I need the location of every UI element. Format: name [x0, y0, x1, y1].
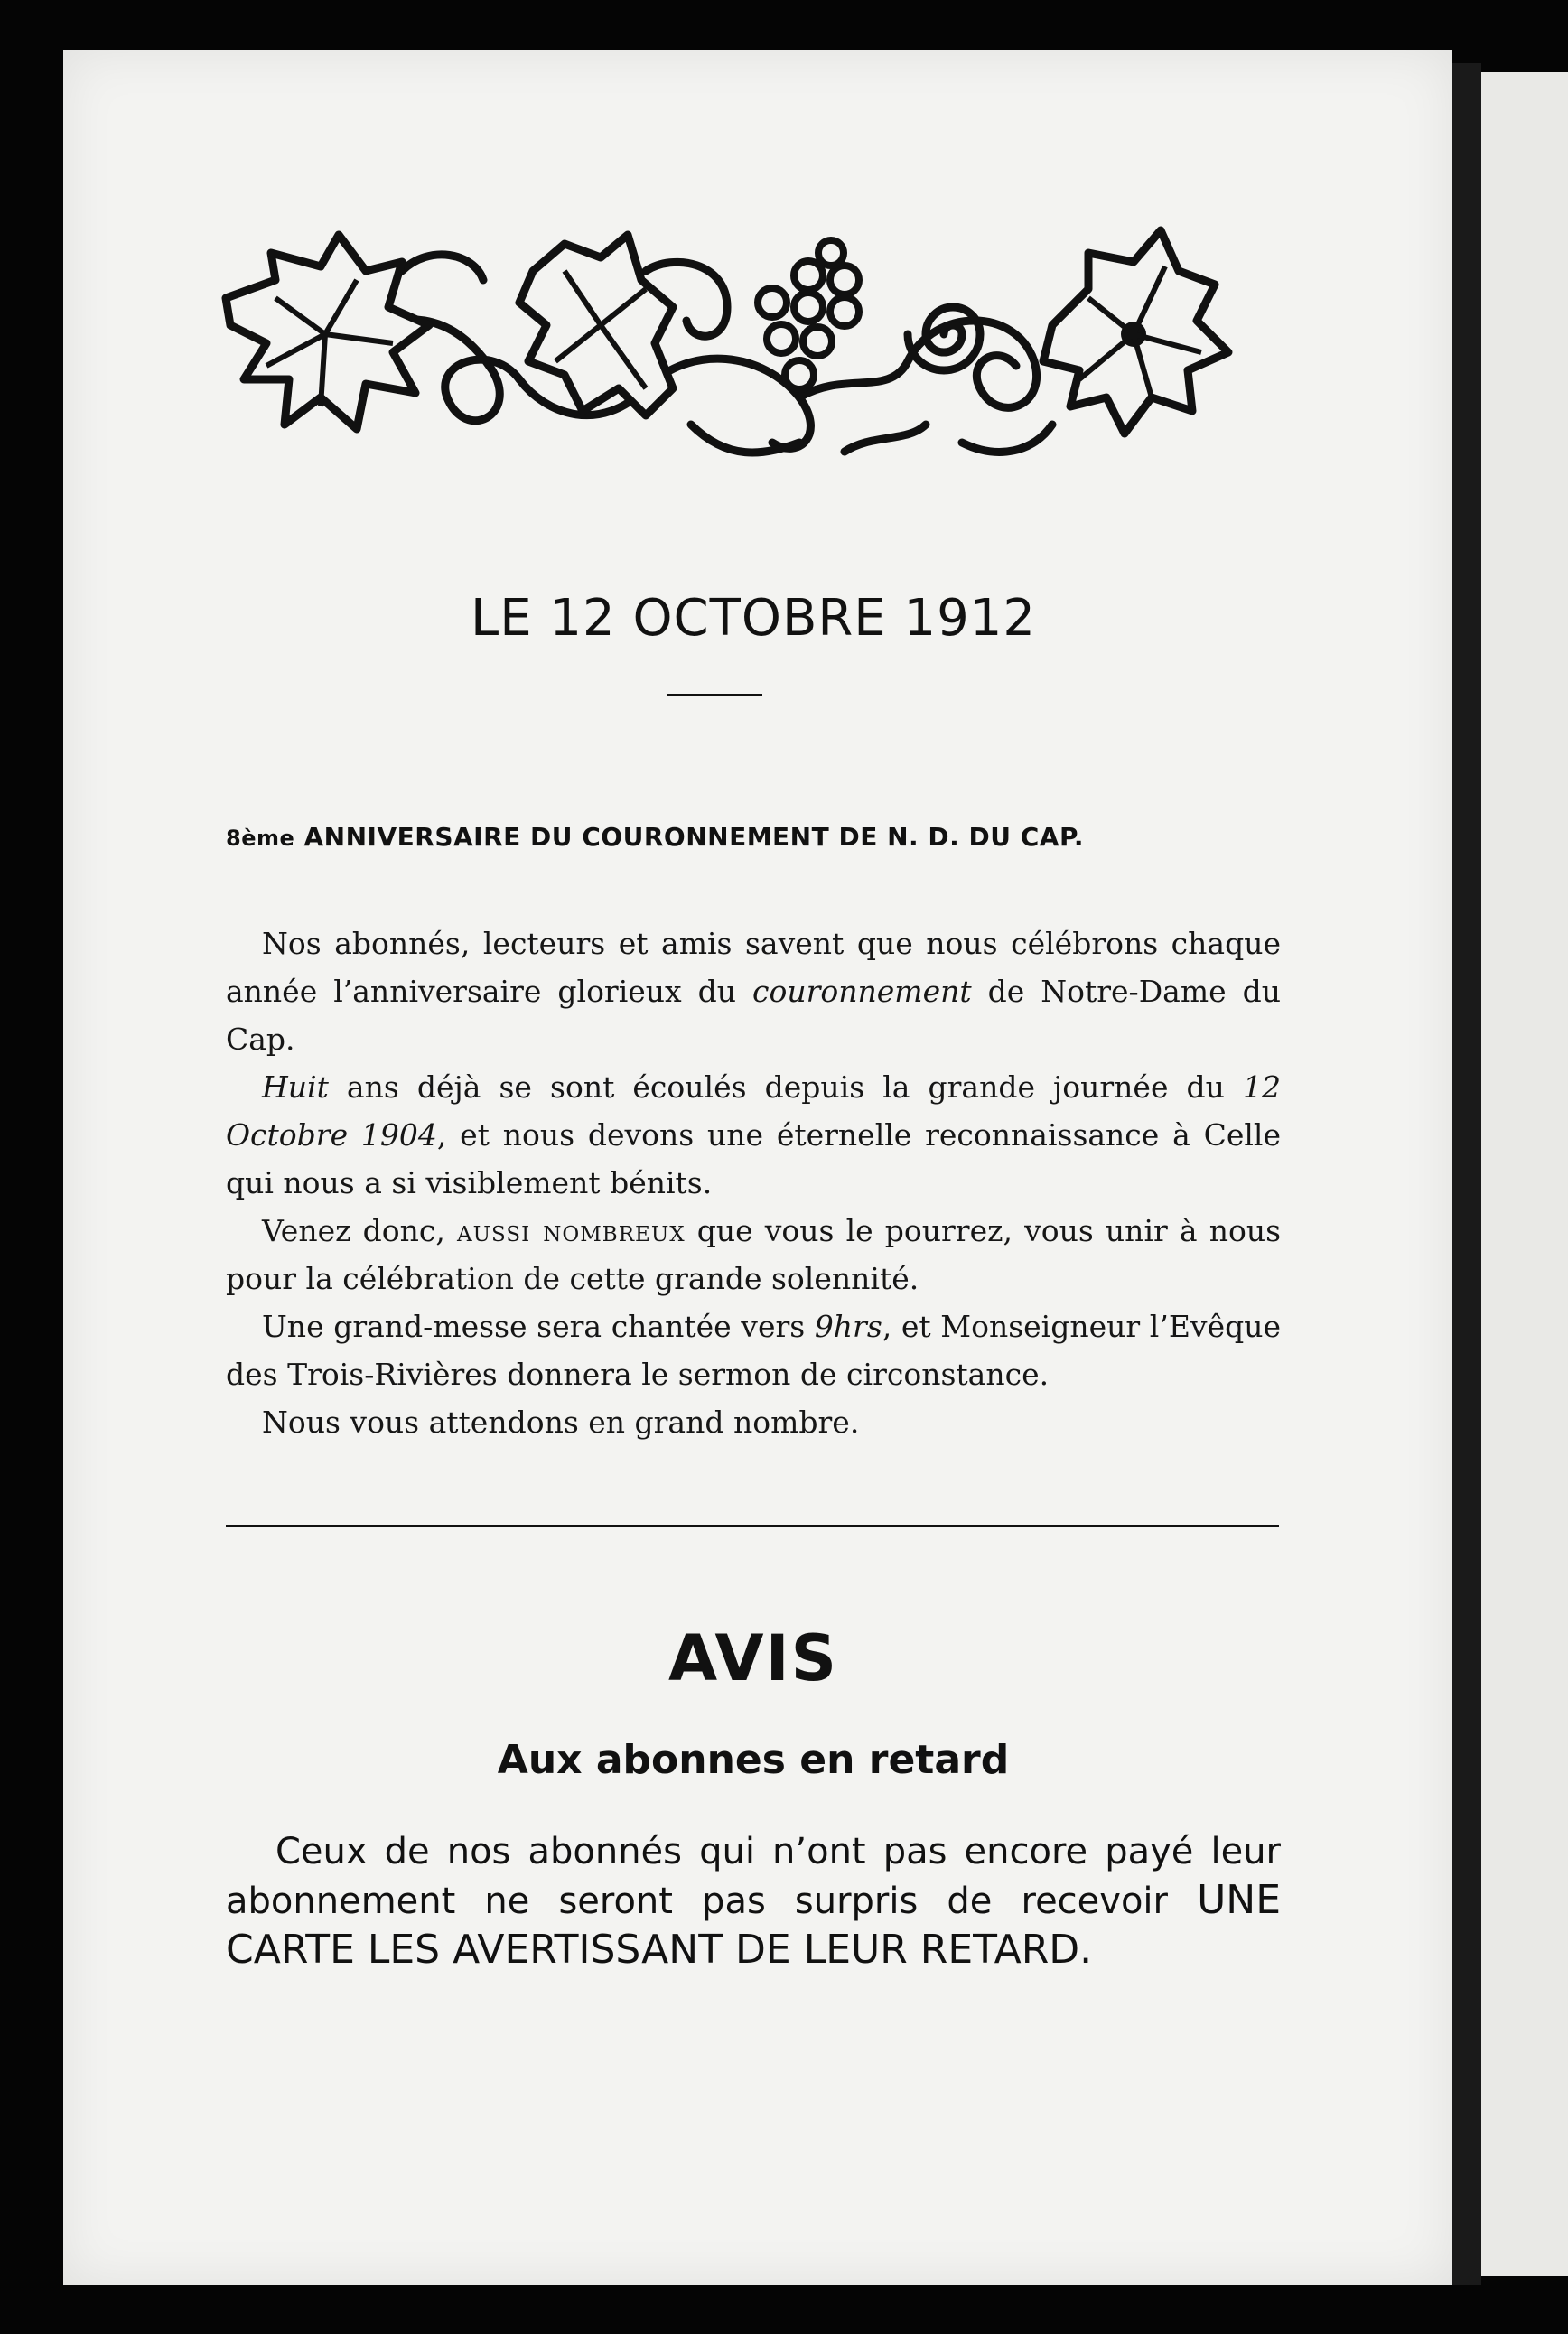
paragraph-2-emphasis-1: Huit [262, 1069, 329, 1105]
adjacent-page-edge [1481, 72, 1568, 2276]
paragraph-1-emphasis: couronnement [752, 974, 972, 1009]
paragraph-3 [226, 1207, 1281, 1302]
paragraph-5-text: Nous vous attendons en grand nombre. [262, 1405, 860, 1440]
paragraph-4-emphasis: 9hrs [814, 1309, 882, 1344]
article-subtitle [226, 822, 1281, 852]
section-divider [226, 1525, 1279, 1527]
page-title: LE 12 OCTOBRE 1912 [471, 589, 1036, 648]
paragraph-1 [226, 920, 1281, 1063]
paragraph-3-text-a: Venez donc, [262, 1213, 457, 1248]
vine-ornament-icon [221, 217, 1233, 479]
notice-subheading: Aux abonnes en retard [497, 1737, 1010, 1783]
paragraph-1-text-b: de Notre-Dame du Cap. [226, 974, 1281, 1057]
paragraph-2-text-a: ans déjà se sont écoulés depuis la grande journée du [328, 1069, 1243, 1105]
paragraph-2 [226, 1063, 1281, 1207]
paragraph-4-text-b: , et Monseigneur l’Evêque des Trois-Rivières donnera le sermon de circonstance. [226, 1309, 1282, 1392]
paragraph-3-text-b: que vous le pourrez, vous unir à nous pour la célébration de cette grande solennité. [226, 1213, 1282, 1296]
paragraph-2-emphasis-2: 12 Octobre 1904 [226, 1069, 1281, 1153]
paragraph-1-text-a: Nos abonnés, lecteurs et amis savent que nous célébrons chaque année l’anniversaire glorieux du [226, 926, 1281, 1009]
subtitle-text: ANNIVERSAIRE DU COURONNEMENT DE N. D. DU CAP. [303, 822, 1084, 852]
notice-heading: AVIS [667, 1621, 839, 1695]
paragraph-4-text-a: Une grand-messe sera chantée vers [262, 1309, 815, 1344]
paragraph-2-text-b: , et nous devons une éternelle reconnaissance à Celle qui nous a si visiblement bénits. [226, 1117, 1281, 1200]
title-divider [667, 694, 762, 696]
paragraph-3-small-caps: aussi nombreux [456, 1213, 686, 1248]
notice-body [226, 1828, 1281, 1975]
subtitle-ordinal: 8ème [226, 826, 295, 851]
notice-body-caps: UNE CARTE LES AVERTISSANT DE LEUR RETARD. [226, 1877, 1281, 1973]
paragraph-5 [226, 1398, 1281, 1446]
paragraph-4 [226, 1302, 1281, 1398]
notice-body-text: Ceux de nos abonnés qui n’ont pas encore payé leur abonnement ne seront pas surpris de recevoir [226, 1831, 1281, 1922]
